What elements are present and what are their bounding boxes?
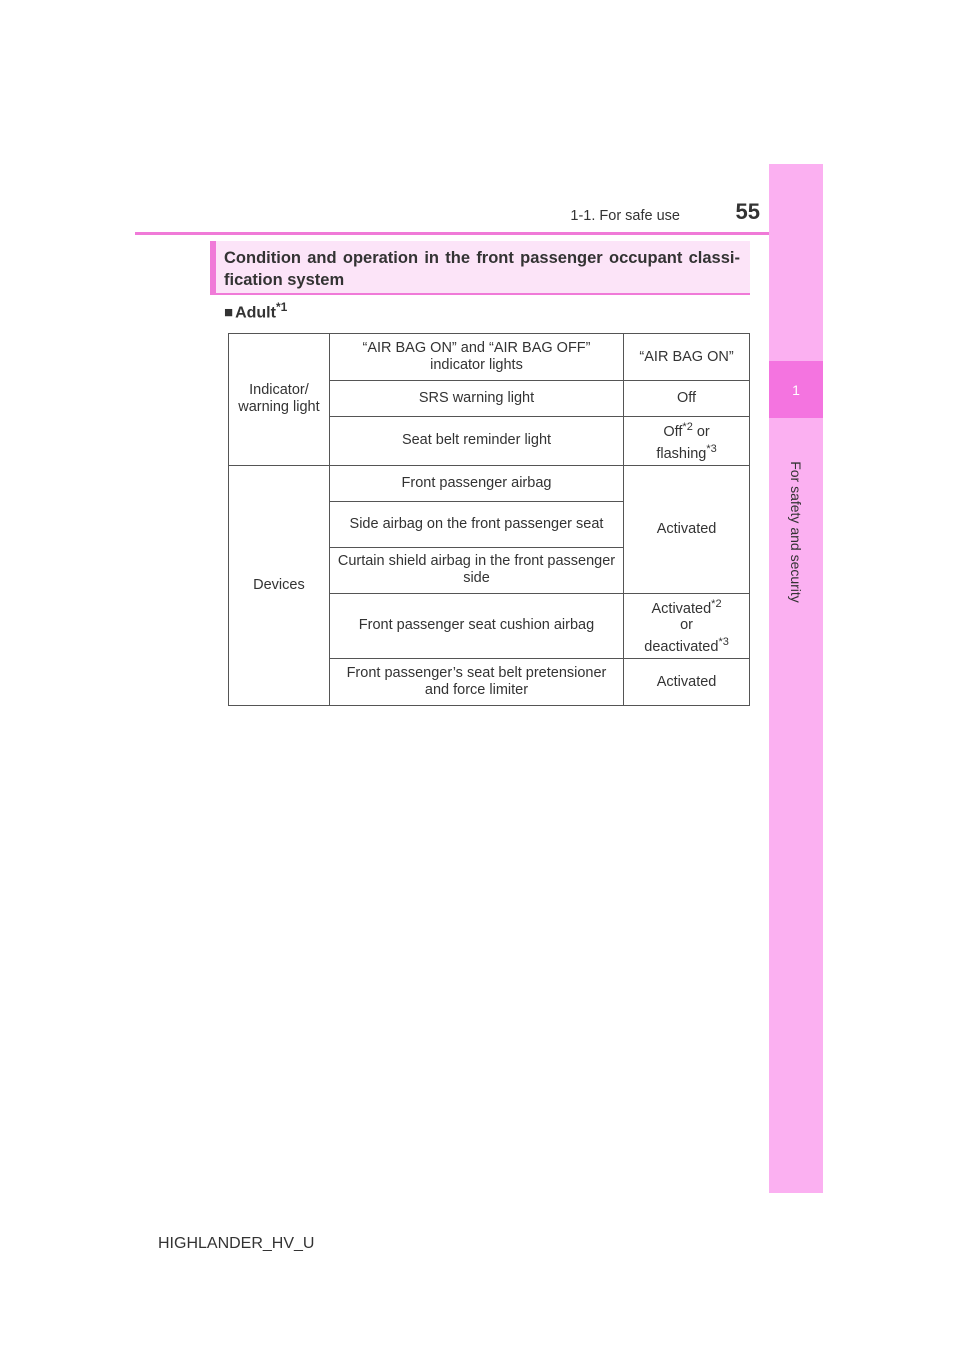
chapter-side-tab — [769, 164, 823, 1193]
manual-code: HIGHLANDER_HV_U — [158, 1235, 315, 1252]
square-bullet-icon: ■ — [224, 304, 234, 322]
item-cell: Seat belt reminder light — [329, 417, 623, 466]
item-cell: Side airbag on the front passenger seat — [329, 501, 623, 547]
adult-subheading — [224, 300, 287, 322]
item-cell: Curtain shield airbag in the front passenger side — [329, 547, 623, 593]
header-rule — [135, 232, 823, 235]
subheading-text: Adult — [235, 304, 276, 322]
table-row — [229, 465, 750, 501]
status-cell: Activated — [624, 659, 750, 706]
section-reference: 1-1. For safe use — [570, 208, 680, 224]
footnote-marker: *2 — [682, 421, 693, 433]
footnote-marker: *3 — [706, 442, 717, 455]
table-row — [229, 334, 750, 381]
section-title: Condition and operation in the front passenger occupant classi-fication system — [210, 241, 750, 295]
status-cell: Off — [624, 381, 750, 417]
item-cell: “AIR BAG ON” and “AIR BAG OFF” indicator lights — [329, 334, 623, 381]
status-cell: Activated$^{*2}$ or deactivated$^{*3}$ — [624, 593, 750, 659]
footnote-marker: *2 — [711, 597, 722, 610]
chapter-label: For safety and security — [788, 461, 804, 603]
occupant-classification-table — [228, 333, 750, 706]
item-cell: Front passenger’s seat belt pretensioner and force limiter — [329, 659, 623, 706]
status-cell: Activated — [624, 465, 750, 593]
footnote-marker: *1 — [275, 300, 288, 314]
footnote-marker: *3 — [718, 636, 729, 649]
page-number: 55 — [735, 199, 760, 224]
category-cell: Devices — [229, 465, 330, 706]
chapter-number: 1 — [769, 361, 823, 418]
item-cell: SRS warning light — [329, 381, 623, 417]
status-cell: Off$^{*2}$ or flashing$^{*3}$ — [624, 417, 750, 466]
status-cell: “AIR BAG ON” — [624, 334, 750, 381]
category-cell: Indicator/ warning light — [229, 334, 330, 466]
item-cell: Front passenger seat cushion airbag — [329, 593, 623, 659]
item-cell: Front passenger airbag — [329, 465, 623, 501]
